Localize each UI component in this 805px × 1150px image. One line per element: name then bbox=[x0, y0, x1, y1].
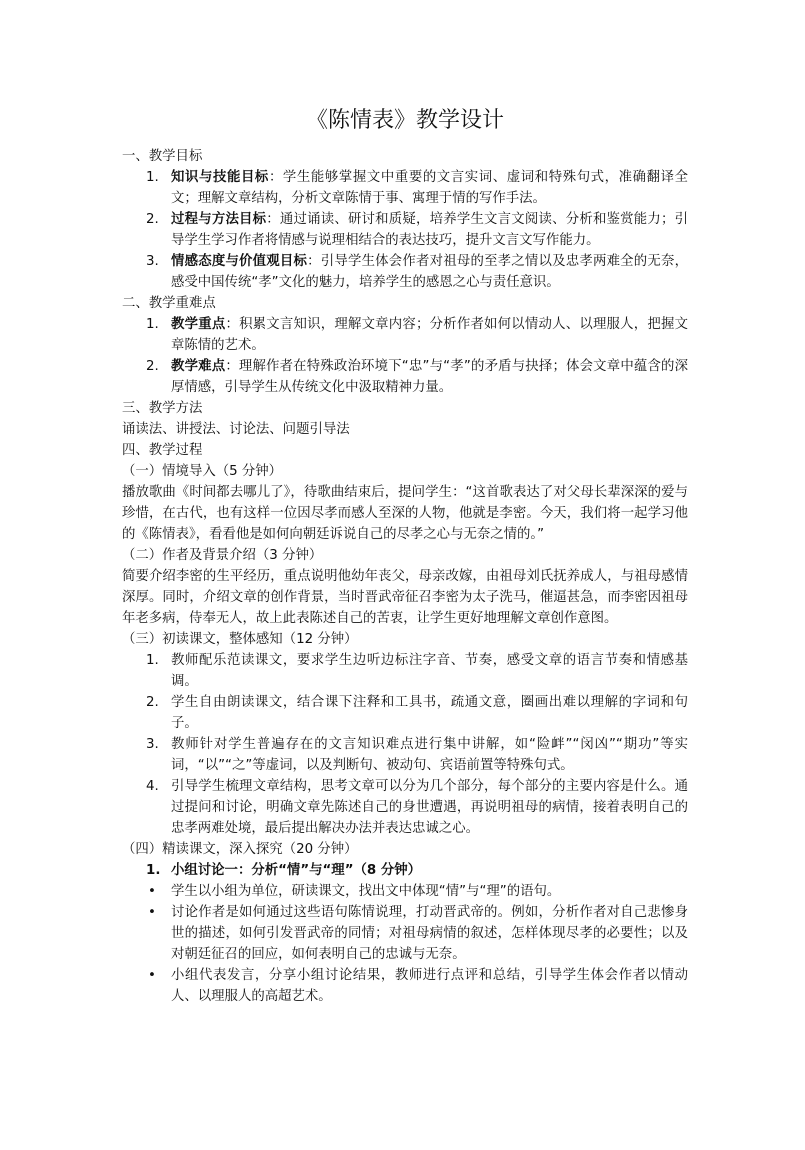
item-text: ：引导学生体会作者对祖母的至孝之情以及忠孝两难全的无奈，感受中国传统“孝”文化的魅力，培养学生的感恩之心与责任意识。 bbox=[171, 254, 689, 290]
list-number: 1. bbox=[146, 653, 159, 668]
document-content bbox=[122, 106, 688, 1007]
item-label: 过程与方法目标 bbox=[171, 212, 267, 227]
section-heading-objectives: 一、教学目标 bbox=[122, 149, 203, 164]
list-number: 2. bbox=[146, 359, 159, 374]
subsection-heading-first-reading: （三）初读课文，整体感知（12 分钟） bbox=[122, 632, 358, 647]
item-text: 教师配乐范读课文，要求学生边听边标注字音、节奏，感受文章的语言节奏和情感基调。 bbox=[171, 653, 688, 689]
bullet-item bbox=[122, 881, 688, 902]
bullet-dot: • bbox=[148, 905, 156, 920]
item-text: 学生自由朗读课文，结合课下注释和工具书，疏通文意，圈画出难以理解的字词和句子。 bbox=[171, 695, 688, 731]
list-number: 4. bbox=[146, 779, 159, 794]
item-text: ：学生能够掌握文中重要的文言实词、虚词和特殊句式，准确翻译全文；理解文章结构，分析文章陈情于事、寓理于情的写作手法。 bbox=[171, 170, 689, 206]
list-item bbox=[122, 314, 688, 356]
list-number: 3. bbox=[146, 254, 159, 269]
bullet-item bbox=[122, 902, 688, 965]
item-label: 教学难点 bbox=[171, 359, 226, 374]
list-item bbox=[122, 734, 688, 776]
group-discussion-heading: 小组讨论一：分析“情”与“理”（8 分钟） bbox=[171, 863, 422, 878]
item-text: ：理解作者在特殊政治环境下“忠”与“孝”的矛盾与抉择；体会文章中蕴含的深厚情感，引导学生从传统文化中汲取精神力量。 bbox=[171, 359, 689, 395]
item-text: ：通过诵读、研讨和质疑，培养学生文言文阅读、分析和鉴赏能力；引导学生学习作者将情感与说理相结合的表达技巧，提升文言文写作能力。 bbox=[171, 212, 689, 248]
bullet-text: 讨论作者是如何通过这些语句陈情说理，打动晋武帝的。例如，分析作者对自己悲惨身世的描述，如何引发晋武帝的同情；对祖母病情的叙述，怎样体现尽孝的必要性；以及对朝廷征召的回应，如何表明自己的忠诚与无奈。 bbox=[171, 905, 688, 962]
list-number: 2. bbox=[146, 695, 159, 710]
list-number: 1. bbox=[146, 170, 159, 185]
item-text: ：积累文言知识，理解文章内容；分析作者如何以情动人、以理服人，把握文章陈情的艺术。 bbox=[171, 317, 689, 353]
subsection-heading-author: （二）作者及背景介绍（3 分钟） bbox=[122, 548, 323, 563]
list-number: 3. bbox=[146, 737, 159, 752]
list-item bbox=[122, 776, 688, 839]
item-text: 教师针对学生普遍存在的文言知识难点进行集中讲解，如“险衅”“闵凶”“期功”等实词，“以”“之”等虚词，以及判断句、被动句、宾语前置等特殊句式。 bbox=[171, 737, 688, 773]
bullet-text: 学生以小组为单位，研读课文，找出文中体现“情”与“理”的语句。 bbox=[171, 884, 561, 899]
bullet-dot: • bbox=[148, 968, 156, 983]
intro-paragraph: 播放歌曲《时间都去哪儿了》，待歌曲结束后，提问学生：“这首歌表达了对父母长辈深深的爱与珍惜，在古代，也有这样一位因尽孝而感人至深的人物，他就是李密。今天，我们将一起学习他的《陈情表》，看看他是如何向朝廷诉说自己的尽孝之心与无奈之情的。” bbox=[122, 485, 688, 542]
item-label: 教学重点 bbox=[171, 317, 226, 332]
item-label: 知识与技能目标 bbox=[171, 170, 269, 185]
list-item bbox=[122, 650, 688, 692]
bullet-text: 小组代表发言，分享小组讨论结果，教师进行点评和总结，引导学生体会作者以情动人、以理服人的高超艺术。 bbox=[171, 968, 688, 1004]
subsection-heading-close-reading: （四）精读课文，深入探究（20 分钟） bbox=[122, 842, 358, 857]
section-heading-methods: 三、教学方法 bbox=[122, 401, 203, 416]
section-heading-key-points: 二、教学重难点 bbox=[122, 296, 216, 311]
methods-text: 诵读法、讲授法、讨论法、问题引导法 bbox=[122, 422, 350, 437]
list-item bbox=[122, 356, 688, 398]
bullet-dot: • bbox=[148, 884, 156, 899]
item-label: 情感态度与价值观目标 bbox=[171, 254, 308, 269]
list-item-bold bbox=[122, 860, 688, 881]
item-text: 引导学生梳理文章结构，思考文章可以分为几个部分，每个部分的主要内容是什么。通过提问和讨论，明确文章先陈述自己的身世遭遇，再说明祖母的病情，接着表明自己的忠孝两难处境，最后提出解决办法并表达忠诚之心。 bbox=[171, 779, 688, 836]
list-item bbox=[122, 251, 688, 293]
subsection-heading-intro: （一）情境导入（5 分钟） bbox=[122, 464, 283, 479]
document-title: 《陈情表》教学设计 bbox=[305, 108, 504, 133]
list-number: 1. bbox=[146, 317, 159, 332]
bullet-item bbox=[122, 965, 688, 1007]
list-item bbox=[122, 209, 688, 251]
list-number: 2. bbox=[146, 212, 159, 227]
list-item bbox=[122, 692, 688, 734]
section-heading-process: 四、教学过程 bbox=[122, 443, 203, 458]
list-item bbox=[122, 167, 688, 209]
author-paragraph: 简要介绍李密的生平经历，重点说明他幼年丧父，母亲改嫁，由祖母刘氏抚养成人，与祖母感情深厚。同时，介绍文章的创作背景，当时晋武帝征召李密为太子洗马，催逼甚急，而李密因祖母年老多病，侍奉无人，故上此表陈述自己的苦衷，让学生更好地理解文章创作意图。 bbox=[122, 569, 688, 626]
list-number: 1. bbox=[146, 863, 161, 878]
